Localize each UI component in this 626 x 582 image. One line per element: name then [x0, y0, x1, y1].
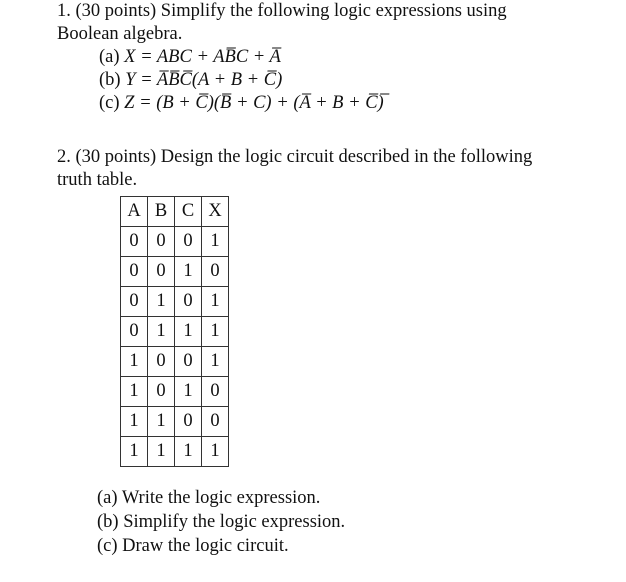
- cell-b: 1: [148, 287, 175, 317]
- question-2: [57, 146, 617, 192]
- table-row: [121, 377, 229, 407]
- cell-c: 1: [175, 317, 202, 347]
- cell-b: 1: [148, 317, 175, 347]
- question-1c-label: (c): [99, 93, 125, 113]
- table-row: [121, 347, 229, 377]
- question-2-parts: [97, 486, 345, 558]
- cell-a: 1: [121, 407, 148, 437]
- truth-table: [120, 196, 229, 467]
- cell-x: 1: [202, 227, 229, 257]
- cell-b: 1: [148, 437, 175, 467]
- question-1b-expression: Y = A̅B̅C̅(A + B + C̅): [125, 70, 283, 90]
- cell-x: 1: [202, 317, 229, 347]
- question-1a-expression: X = ABC + AB̅C + A̅: [124, 47, 281, 67]
- cell-b: 0: [148, 347, 175, 377]
- cell-x: 0: [202, 377, 229, 407]
- question-1c: [57, 92, 617, 115]
- cell-b: 1: [148, 407, 175, 437]
- cell-c: 1: [175, 437, 202, 467]
- question-2-heading-line-2: truth table.: [57, 170, 138, 190]
- question-1b-label: (b): [99, 70, 126, 90]
- cell-a: 1: [121, 437, 148, 467]
- header-a: A: [121, 197, 148, 227]
- cell-a: 1: [121, 347, 148, 377]
- table-row: [121, 437, 229, 467]
- question-2b: (b) Simplify the logic expression.: [97, 512, 346, 532]
- question-2c: (c) Draw the logic circuit.: [97, 536, 289, 556]
- question-2-heading-line-1: 2. (30 points) Design the logic circuit described in the following: [57, 147, 533, 167]
- cell-a: 0: [121, 317, 148, 347]
- cell-c: 0: [175, 407, 202, 437]
- cell-x: 1: [202, 347, 229, 377]
- cell-c: 1: [175, 377, 202, 407]
- cell-x: 1: [202, 437, 229, 467]
- cell-c: 1: [175, 257, 202, 287]
- cell-x: 0: [202, 407, 229, 437]
- cell-b: 0: [148, 377, 175, 407]
- cell-a: 0: [121, 227, 148, 257]
- question-1-heading-line-2: Boolean algebra.: [57, 24, 183, 44]
- question-1-heading-line-1: 1. (30 points) Simplify the following logic expressions using: [57, 1, 507, 21]
- cell-x: 1: [202, 287, 229, 317]
- question-1c-expression: Z = (B + C̅)(B̅ + C) + (A̅ + B + C̅)̅: [124, 93, 384, 113]
- cell-x: 0: [202, 257, 229, 287]
- question-2a: (a) Write the logic expression.: [97, 488, 321, 508]
- question-1a-label: (a): [99, 47, 125, 67]
- header-x: X: [202, 197, 229, 227]
- cell-a: 1: [121, 377, 148, 407]
- table-row: [121, 257, 229, 287]
- table-row: [121, 407, 229, 437]
- header-b: B: [148, 197, 175, 227]
- cell-b: 0: [148, 227, 175, 257]
- cell-a: 0: [121, 257, 148, 287]
- cell-c: 0: [175, 287, 202, 317]
- header-c: C: [175, 197, 202, 227]
- table-row: [121, 227, 229, 257]
- question-1: [57, 0, 617, 115]
- question-1a: [57, 46, 617, 69]
- truth-table-header-row: [121, 197, 229, 227]
- cell-c: 0: [175, 347, 202, 377]
- cell-a: 0: [121, 287, 148, 317]
- cell-b: 0: [148, 257, 175, 287]
- table-row: [121, 317, 229, 347]
- question-1b: [57, 69, 617, 92]
- cell-c: 0: [175, 227, 202, 257]
- table-row: [121, 287, 229, 317]
